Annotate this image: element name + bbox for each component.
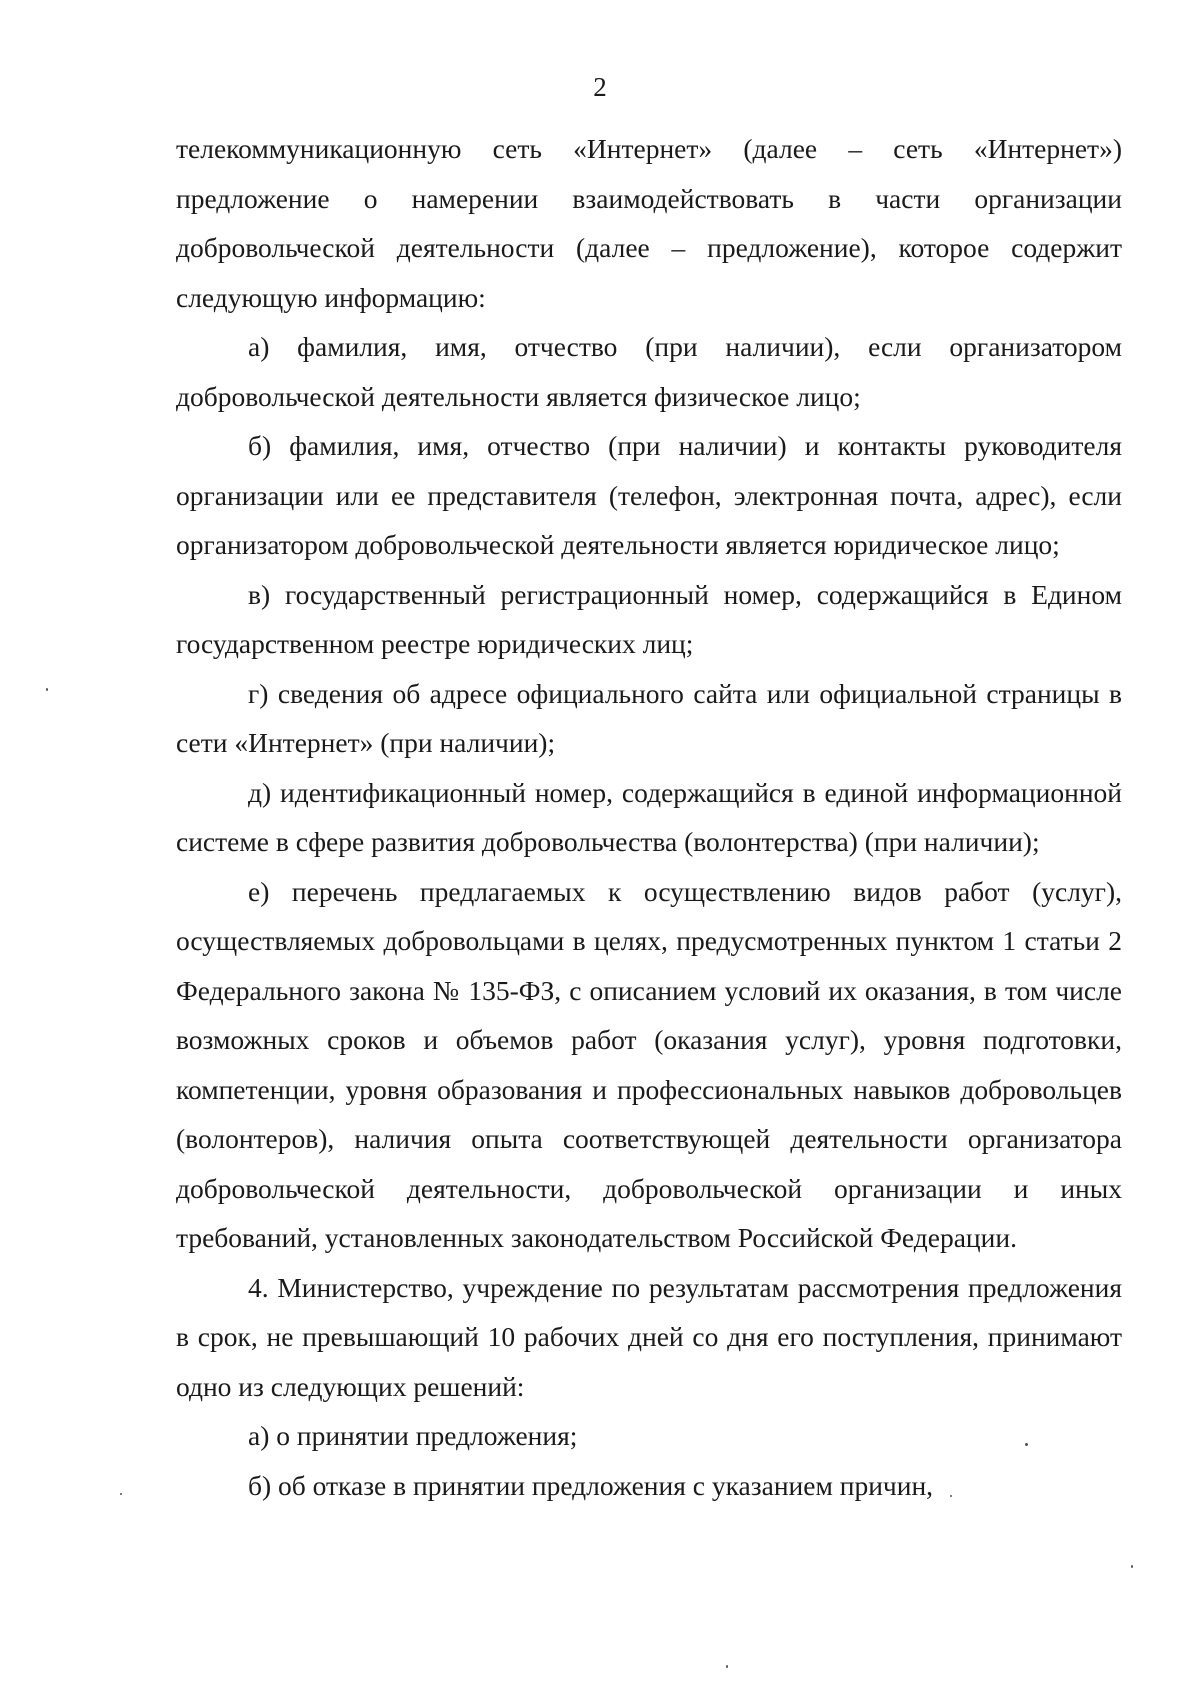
scan-speck <box>726 1665 728 1668</box>
scan-speck <box>1131 1565 1133 1568</box>
page-number: 2 <box>593 72 607 102</box>
list-item-v: в) государственный регистрационный номер, содержащийся в Едином государственном реестре юридических лиц; <box>176 578 1122 659</box>
section-4-paragraph: 4. Министерство, учреждение по результатам рассмотрения предложения в срок, не превышающий 10 рабочих дней со дня его поступления, принимают одно из следующих решений: <box>176 1271 1122 1402</box>
list-item-a: а) фамилия, имя, отчество (при наличии), если организатором добровольческой деятельности является физическое лицо; <box>176 331 1122 412</box>
decision-item-b: б) об отказе в принятии предложения с указанием причин, <box>248 1469 934 1501</box>
scan-speck <box>46 688 48 691</box>
list-item-g: г) сведения об адресе официального сайта или официальной страницы в сети «Интернет» (при наличии); <box>176 677 1122 758</box>
list-item-d: д) идентификационный номер, содержащийся в единой информационной системе в сфере развития добровольчества (волонтерства) (при наличии); <box>176 776 1122 857</box>
scan-speck <box>950 1495 952 1497</box>
scan-speck <box>120 1493 122 1495</box>
document-body <box>176 124 1122 1510</box>
list-item-e: е) перечень предлагаемых к осуществлению видов работ (услуг), осуществляемых добровольцами в целях, предусмотренных пунктом 1 статьи 2 Федерального закона № 135-ФЗ, с описанием условий их оказания, в том числе возможных сроков и объемов работ (оказания услуг), уровня подготовки, компетенции, уровня образования и профессиональных навыков добровольцев (волонтеров), наличия опыта соответствующей деятельности организатора добровольческой деятельности, добровольческой организации и иных требований, установленных законодательством Российской Федерации. <box>176 875 1122 1253</box>
paragraph-continuation: телекоммуникационную сеть «Интернет» (далее – сеть «Интернет») предложение о намерении взаимодействовать в части организации добровольческой деятельности (далее – предложение), которое содержит следующую информацию: <box>176 133 1122 313</box>
decision-item-a: а) о принятии предложения; <box>248 1420 578 1451</box>
scan-speck <box>1025 1443 1028 1446</box>
list-item-b: б) фамилия, имя, отчество (при наличии) и контакты руководителя организации или ее представителя (телефон, электронная почта, адрес), если организатором добровольческой деятельности является юридическое лицо; <box>176 430 1122 560</box>
